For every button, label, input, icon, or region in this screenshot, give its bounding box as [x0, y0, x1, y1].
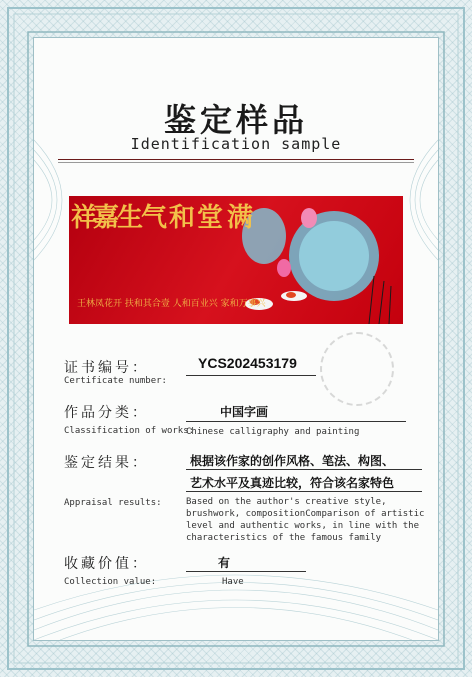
artwork-painting — [69, 196, 403, 324]
title-rule-top — [58, 159, 414, 160]
title-chinese: 鉴定样品 — [163, 101, 308, 139]
appraisal-value-cn-line1: 根据该作家的创作风格、笔法、构图、 — [190, 454, 395, 468]
appraisal-underline-2 — [186, 491, 422, 492]
appraisal-value-cn-line2: 艺术水平及真迹比较，符合该名家特色 — [190, 476, 395, 490]
artwork-image — [69, 196, 403, 324]
calligraphy-char: 嘉 — [93, 203, 120, 233]
calligraphy-char: 堂 — [197, 203, 224, 233]
collection-value-en: Have — [222, 577, 244, 587]
classification-value-cn: 中国字画 — [220, 405, 269, 419]
inscription: 王林凤花开 扶和其合壹 人和百业兴 家和万事兴 — [77, 299, 266, 309]
certificate-label-cn: 证书编号： — [64, 360, 149, 376]
calligraphy-char: 祥 — [71, 203, 98, 233]
calligraphy-char: 和 — [169, 203, 196, 233]
calligraphy-char: 生 — [117, 203, 144, 233]
certificate-label-en: Certificate number: — [64, 376, 167, 386]
certificate-number: YCS202453179 — [198, 355, 297, 371]
appraisal-value-en-line4: characteristics of the famous family — [186, 533, 382, 543]
classification-label-en: Classification of works: — [64, 426, 195, 436]
classification-underline — [186, 421, 406, 422]
title-rule-bottom — [58, 162, 414, 163]
classification-label-cn: 作品分类： — [64, 405, 149, 421]
appraisal-value-en-line2: brushwork, compositionComparison of artistic — [186, 509, 425, 519]
collection-label-en: Collection value: — [64, 577, 157, 587]
collection-underline — [186, 571, 306, 572]
classification-value-en: Chinese calligraphy and painting — [186, 427, 360, 437]
collection-label-cn: 收藏价值： — [64, 556, 149, 572]
calligraphy-char: 满 — [227, 203, 254, 233]
appraisal-underline-1 — [186, 469, 422, 470]
calligraphy-char: 气 — [141, 203, 168, 233]
appraisal-value-en-line3: level and authentic works, in line with the — [186, 521, 419, 531]
lotus-leaf — [289, 211, 379, 301]
calligraphy — [71, 202, 253, 233]
certificate-underline — [186, 375, 316, 376]
reeds — [369, 276, 391, 324]
appraisal-label-cn: 鉴定结果： — [64, 455, 149, 471]
title-english: Identification sample — [130, 135, 342, 153]
collection-value-cn: 有 — [218, 556, 231, 570]
official-seal — [320, 332, 394, 406]
appraisal-value-en-line1: Based on the author's creative style, — [186, 497, 387, 507]
appraisal-label-en: Appraisal results: — [64, 498, 162, 508]
